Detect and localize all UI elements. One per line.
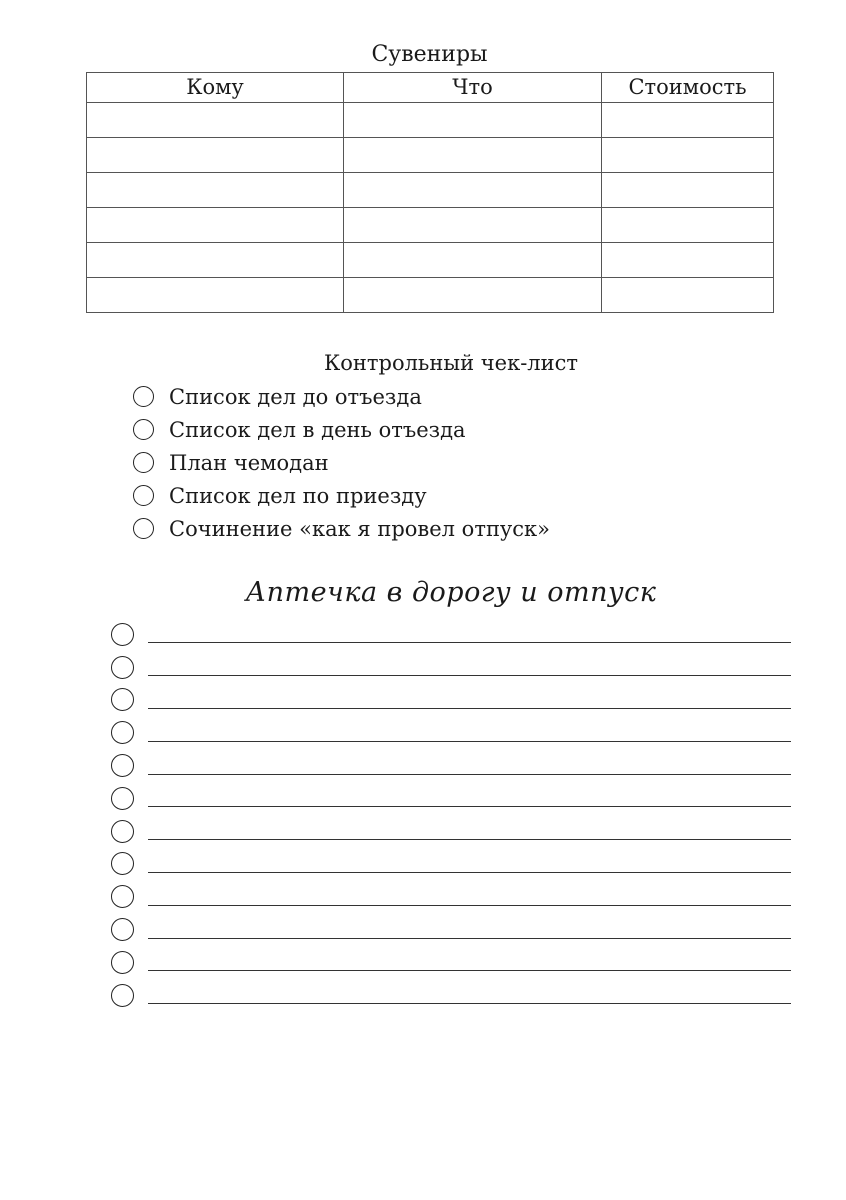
checklist [133,380,823,545]
first-aid-kit-list [111,618,791,1012]
cell-what[interactable] [344,208,602,243]
table-row [87,173,774,208]
checkbox-circle-icon[interactable] [111,885,134,908]
checkbox-circle-icon[interactable] [133,419,154,440]
cell-cost[interactable] [602,138,774,173]
checklist-item-label: Список дел до отъезда [169,384,422,409]
table-row [87,243,774,278]
cell-what[interactable] [344,138,602,173]
checklist-item-label: План чемодан [169,450,329,475]
cell-to-whom[interactable] [87,103,344,138]
list-item[interactable] [111,782,791,815]
column-header-what: Что [344,73,602,103]
checkbox-circle-icon[interactable] [133,485,154,506]
cell-what[interactable] [344,173,602,208]
blank-write-line[interactable] [148,892,791,906]
cell-cost[interactable] [602,103,774,138]
checkbox-circle-icon[interactable] [111,787,134,810]
blank-write-line[interactable] [148,629,791,643]
cell-to-whom[interactable] [87,173,344,208]
souvenirs-header-row [87,73,774,103]
checkbox-circle-icon[interactable] [133,518,154,539]
table-row [87,208,774,243]
cell-to-whom[interactable] [87,138,344,173]
cell-to-whom[interactable] [87,278,344,313]
list-item[interactable] [111,913,791,946]
cell-cost[interactable] [602,208,774,243]
checkbox-circle-icon[interactable] [133,452,154,473]
column-header-to-whom: Кому [87,73,344,103]
cell-to-whom[interactable] [87,208,344,243]
blank-write-line[interactable] [148,957,791,971]
blank-write-line[interactable] [148,826,791,840]
checkbox-circle-icon[interactable] [111,656,134,679]
blank-write-line[interactable] [148,793,791,807]
checklist-item[interactable] [133,479,823,512]
table-row [87,278,774,313]
checklist-item[interactable] [133,512,823,545]
cell-cost[interactable] [602,243,774,278]
checkbox-circle-icon[interactable] [111,688,134,711]
checklist-item-label: Список дел в день отъезда [169,417,466,442]
checklist-item[interactable] [133,413,823,446]
checkbox-circle-icon[interactable] [111,721,134,744]
checklist-title: Контрольный чек-лист [324,351,578,375]
list-item[interactable] [111,946,791,979]
cell-cost[interactable] [602,173,774,208]
blank-write-line[interactable] [148,990,791,1004]
checkbox-circle-icon[interactable] [111,623,134,646]
souvenirs-table-body [87,103,774,313]
checklist-item-label: Список дел по приезду [169,483,427,508]
cell-what[interactable] [344,243,602,278]
list-item[interactable] [111,618,791,651]
list-item[interactable] [111,651,791,684]
checkbox-circle-icon[interactable] [111,918,134,941]
blank-write-line[interactable] [148,925,791,939]
list-item[interactable] [111,749,791,782]
checkbox-circle-icon[interactable] [111,852,134,875]
checklist-item[interactable] [133,380,823,413]
list-item[interactable] [111,880,791,913]
blank-write-line[interactable] [148,859,791,873]
blank-write-line[interactable] [148,761,791,775]
blank-write-line[interactable] [148,695,791,709]
blank-write-line[interactable] [148,728,791,742]
blank-write-line[interactable] [148,662,791,676]
checkbox-circle-icon[interactable] [111,984,134,1007]
list-item[interactable] [111,716,791,749]
first-aid-kit-title: Аптечка в дорогу и отпуск [245,577,657,608]
cell-to-whom[interactable] [87,243,344,278]
list-item[interactable] [111,684,791,717]
column-header-cost: Стоимость [602,73,774,103]
checkbox-circle-icon[interactable] [111,820,134,843]
cell-what[interactable] [344,103,602,138]
checklist-item[interactable] [133,446,823,479]
list-item[interactable] [111,848,791,881]
list-item[interactable] [111,979,791,1012]
checkbox-circle-icon[interactable] [111,754,134,777]
cell-what[interactable] [344,278,602,313]
list-item[interactable] [111,815,791,848]
checkbox-circle-icon[interactable] [133,386,154,407]
souvenirs-title: Сувениры [371,42,488,67]
checklist-item-label: Сочинение «как я провел отпуск» [169,516,551,541]
table-row [87,103,774,138]
cell-cost[interactable] [602,278,774,313]
table-row [87,138,774,173]
checkbox-circle-icon[interactable] [111,951,134,974]
souvenirs-table [86,72,774,313]
